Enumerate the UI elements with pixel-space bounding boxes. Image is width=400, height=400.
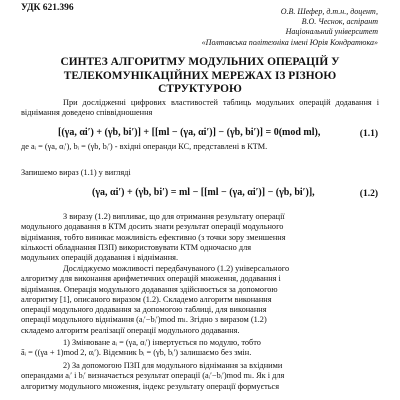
formula-2 (92, 188, 315, 198)
text-line: З виразу (1.2) випливає, що для отримання результату операції (63, 212, 285, 221)
text-line: модульних операцій додавання і віднімання. (21, 253, 179, 263)
text-line: операції модульного додавання за допомогою таблиці, для виконання (21, 305, 267, 315)
author-block (138, 7, 378, 48)
step-1 (21, 338, 379, 359)
text-line: модульного додавання в КТМ досить знати результат операції модульного (21, 222, 284, 232)
affiliation-line: Національний університет (285, 27, 378, 37)
title-line: ТЕЛЕКОМУНІКАЦІЙНИХ МЕРЕЖАХ ІЗ РІЗНОЮ (63, 69, 337, 82)
text-line: Досліджуємо можливості передбачуваного (1.2) універсального (63, 264, 290, 273)
text-line: віднімання. Операція модульного додавання здійснюється за допомогою (21, 284, 278, 294)
text-line: 1) Змінюване aᵢ = (γa, αᵢ′) інвертується по модулю, тобто (63, 338, 261, 347)
formula-2-number: (1.2) (359, 189, 378, 199)
step-2 (21, 361, 379, 392)
text-line: 2) За допомогою ПЗП для модульного віднімання за вхідними (63, 361, 283, 370)
text-line: алгоритму модульного множення, індекс результату операції формується (21, 381, 280, 391)
text-line: алгоритму для виконання арифметичних операцій множення, додавання і (21, 274, 281, 284)
udc-code: УДК 621.396 (21, 3, 74, 13)
formula-2-text: (γa, αi′) + (γb, bi′) = ml − [[ml − (γa, αi′)] − (γb, bi′)], (92, 187, 315, 198)
author-line: В.О. Чеснок, аспірант (301, 17, 378, 27)
text-line: кількості обладнання ПЗП) використовувати КТМ одночасно для (21, 242, 252, 252)
paragraph-1 (21, 212, 379, 263)
intro-paragraph: При дослідженні цифрових властивостей таблиць модульних операцій додавання і віднімання доведено співвідношення (21, 98, 379, 118)
paper-title (30, 56, 370, 97)
text-line: складемо алгоритм реалізації операції модульного додавання. (21, 325, 240, 335)
text-line: операції модульного віднімання (aᵢ′−bᵢ′)mod mₗ. Згідно з виразом (1.2) (21, 315, 267, 325)
title-line: СТРУКТУРОЮ (158, 83, 242, 96)
affiliation-line: «Полтавська політехніка імені Юрія Кондратюка» (201, 37, 378, 47)
text-line: віднімання, тобто виникає можливість ефективно (з точки зору зменшення (21, 232, 286, 242)
text-line: операндами aᵢ′ і bᵢ′ визначається результат операції (aᵢ′−bᵢ′)mod mₗ. Як і для (21, 371, 285, 381)
paragraph-2 (21, 264, 379, 336)
author-line: О.В. Шефер, д.т.н., доцент, (280, 7, 378, 16)
title-line: СИНТЕЗ АЛГОРИТМУ МОДУЛЬНИХ ОПЕРАЦІЙ У (60, 56, 340, 68)
formula-1 (58, 128, 320, 138)
where-line: де aᵢ = (γa, αᵢ′), bᵢ = (γb, bᵢ′) - вхідні операнди КС, представлені в КТМ. (21, 142, 268, 151)
formula-1-text: [(γa, αi′) + (γb, bi′)] + [[ml − (γa, αi′)] − (γb, bi′)] = 0(mod ml), (58, 127, 321, 138)
text-line: āᵢ = ((γa + 1)mod 2, αᵢ′). Відємник bᵢ = (γb, bᵢ′) залишаємо без змін. (21, 348, 252, 358)
formula-1-number: (1.1) (359, 129, 378, 139)
rewrite-line: Запишемо вираз (1.1) у вигляді (21, 168, 131, 177)
text-line: алгоритму [1], описаного виразом (1.2). Складемо алгоритм виконання (21, 294, 272, 304)
